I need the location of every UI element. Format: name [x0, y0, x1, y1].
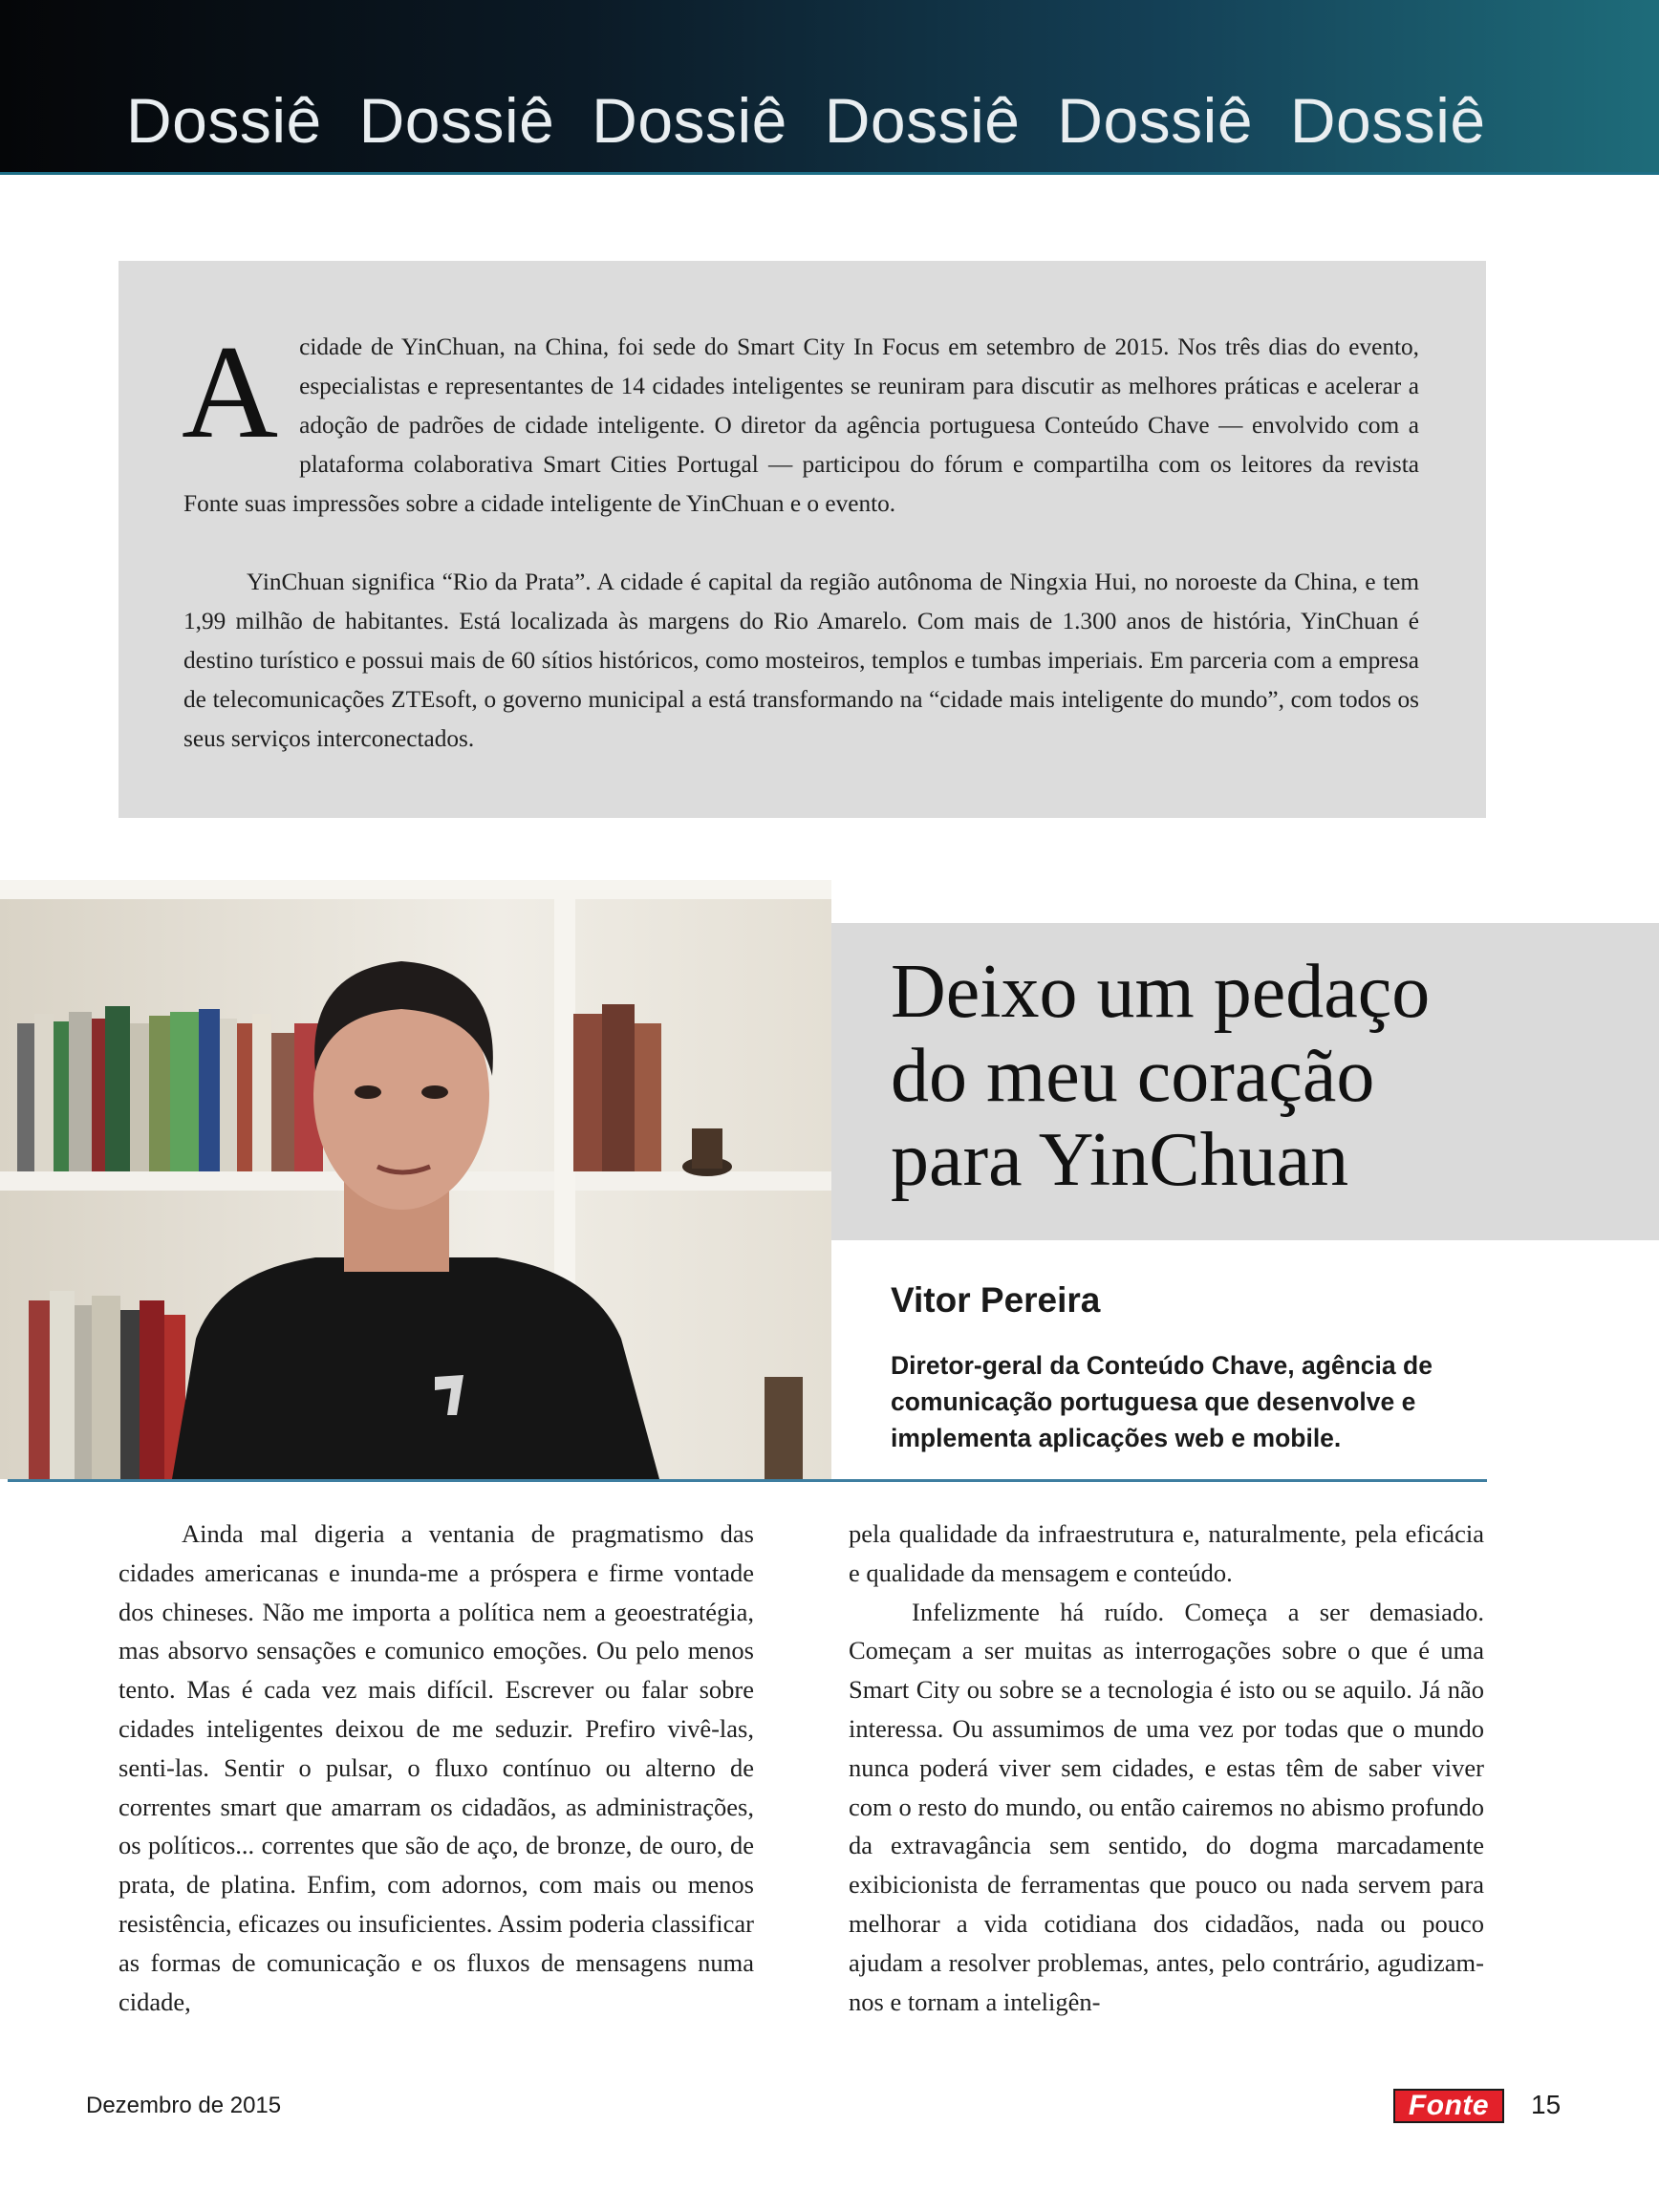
title-line-2: do meu coração — [891, 1034, 1375, 1118]
fonte-logo: Fonte — [1393, 2089, 1504, 2123]
article-title — [891, 950, 1430, 1202]
intro-box — [118, 261, 1486, 818]
intro-paragraph-2: YinChuan significa “Rio da Prata”. A cidade é capital da região autônoma de Ningxia Hui, no noroeste da China, e tem 1,99 milhão de habitantes. Está localizada às margens do Rio Amarelo. Com mais de 1.300 anos de história, YinChuan é destino turístico e possui mais de 60 sítios históricos, como mosteiros, templos e tumbas imperiais. Em parceria com a empresa de telecomunicações ZTEsoft, o governo municipal a está transformando na “cidade mais inteligente do mundo”, com todos os seus serviços interconectados. — [183, 569, 1419, 752]
column-right-paragraph-1: pela qualidade da infraestrutura e, naturalmente, pela eficácia e qualidade da mensagem e conteúdo. — [849, 1519, 1484, 1587]
column-left-paragraph: Ainda mal digeria a ventania de pragmatismo das cidades americanas e inunda-me a próspera e firme vontade dos chineses. Não me importa a política nem a geoestratégia, mas absorvo sensações e comunico emoções. Ou pelo menos tento. Mas é cada vez mais difícil. Escrever ou falar sobre cidades inteligentes deixou de me seduzir. Prefiro vivê-las, senti-las. Sentir o pulsar, o fluxo contínuo ou alterno de correntes smart que amarram os cidadãos, as administrações, os políticos... correntes que são de aço, de bronze, de ouro, de prata, de platina. Enfim, com adornos, com mais ou menos resistência, eficazes ou insuficientes. Assim poderia classificar as formas de comunicação e os fluxos de mensagens numa cidade, — [118, 1519, 754, 2016]
title-line-3: para YinChuan — [891, 1118, 1349, 1202]
footer-date: Dezembro de 2015 — [86, 2093, 282, 2118]
column-right-paragraph-2: Infelizmente há ruído. Começa a ser demasiado. Começam a ser muitas as interrogações sobre o que é uma Smart City ou sobre se a tecnologia é isto ou se aquilo. Já não interessa. Ou assumimos de uma vez por todas que o mundo nunca poderá viver sem cidades, e estas têm de saber viver com o resto do mundo, ou então cairemos no abismo profundo da extravagância sem sentido, do dogma marcadamente exibicionista de ferramentas que pouco ou nada servem para melhorar a vida cotidiana dos cidadãos, nada ou pouco ajudam a resolver problemas, antes, pelo contrário, agudizam-nos e tornam a inteligên- — [849, 1597, 1484, 2016]
column-left — [118, 1514, 754, 2021]
author-bio: Diretor-geral da Conteúdo Chave, agência de comunicação portuguesa que desenvolve e implementa aplicações web e mobile. — [891, 1351, 1433, 1452]
drop-cap: A — [182, 318, 279, 466]
author-name: Vitor Pereira — [891, 1280, 1101, 1320]
intro-text — [182, 318, 1419, 759]
section-divider — [8, 1479, 1487, 1482]
page-number: 15 — [1531, 2090, 1562, 2119]
dossie-banner — [0, 0, 1659, 175]
author-photo — [0, 880, 831, 1479]
column-right — [849, 1514, 1484, 2021]
banner-title: Dossiê Dossiê Dossiê Dossiê Dossiê Dossiê — [126, 85, 1486, 156]
title-line-1: Deixo um pedaço — [891, 950, 1431, 1034]
intro-paragraph-1-text: cidade de YinChuan, na China, foi sede do Smart City In Focus em setembro de 2015. Nos três dias do evento, especialistas e representantes de 14 cidades inteligentes se reuniram para discutir as melhores práticas e acelerar a adoção de padrões de cidade inteligente. O diretor da agência portuguesa Conteúdo Chave — envolvido com a plataforma colaborativa Smart Cities Portugal — participou do fórum e compartilha com os leitores da revista Fonte suas impressões sobre a cidade inteligente de YinChuan e o evento. — [183, 333, 1419, 517]
author-portrait-image — [0, 880, 831, 1479]
title-box — [831, 923, 1659, 1240]
intro-paragraph-1 — [182, 318, 1419, 524]
